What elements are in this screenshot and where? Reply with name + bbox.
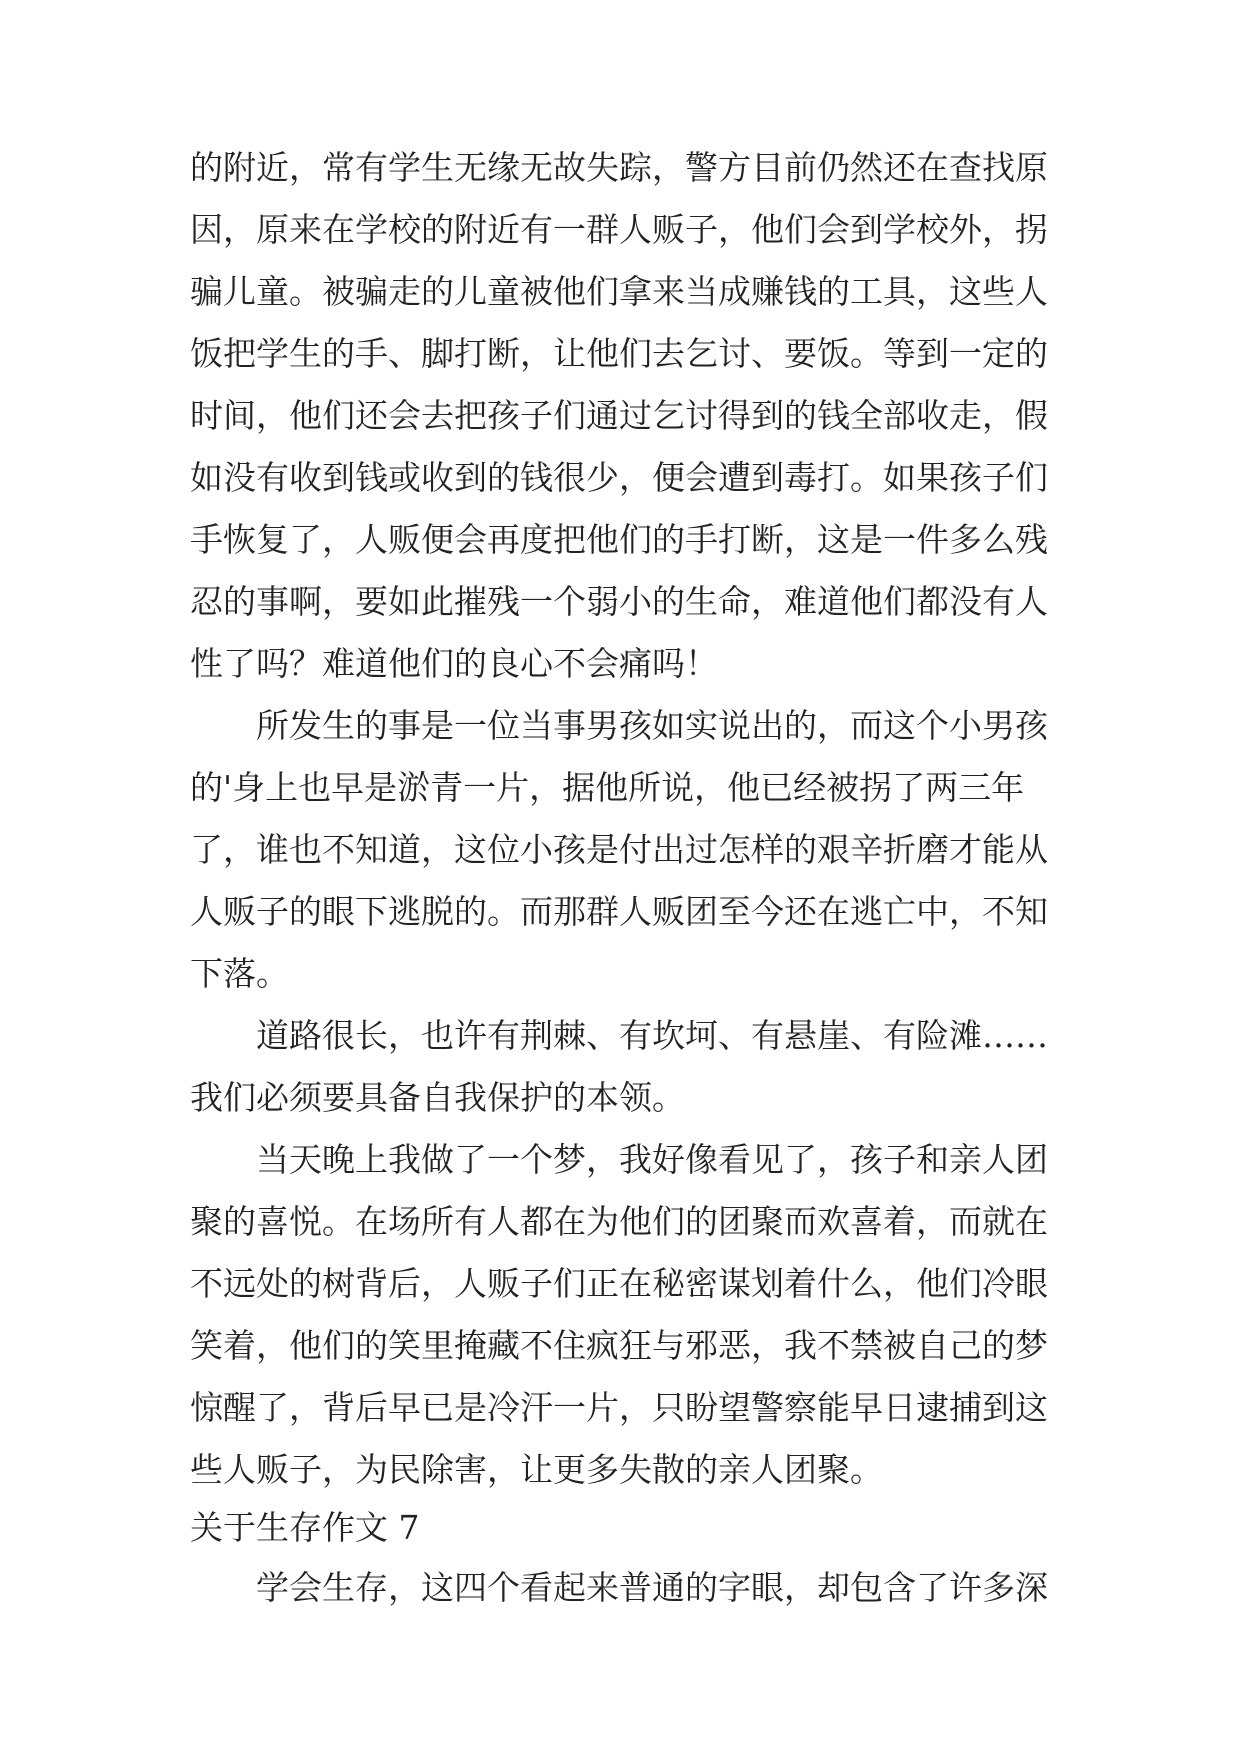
- text-line: 我们必须要具备自我保护的本领。: [190, 1078, 685, 1117]
- text-line: 下落。: [190, 954, 289, 993]
- text-line: 聚的喜悦。在场所有人都在为他们的团聚而欢喜着，而就在: [190, 1202, 1048, 1241]
- text-line: 不远处的树背后，人贩子们正在秘密谋划着什么，他们冷眼: [190, 1264, 1048, 1303]
- text-line: 笑着，他们的笑里掩藏不住疯狂与邪恶，我不禁被自己的梦: [190, 1326, 1048, 1365]
- text-line: 饭把学生的手、脚打断，让他们去乞讨、要饭。等到一定的: [190, 334, 1048, 373]
- text-line: 当天晚上我做了一个梦，我好像看见了，孩子和亲人团: [256, 1140, 1048, 1179]
- text-line: 了，谁也不知道，这位小孩是付出过怎样的艰辛折磨才能从: [190, 830, 1048, 869]
- text-line: 惊醒了，背后早已是冷汗一片，只盼望警察能早日逮捕到这: [190, 1388, 1048, 1427]
- text-line: 时间，他们还会去把孩子们通过乞讨得到的钱全部收走，假: [190, 396, 1048, 435]
- text-line: 手恢复了，人贩便会再度把他们的手打断，这是一件多么残: [190, 520, 1048, 559]
- text-line: 的附近，常有学生无缘无故失踪，警方目前仍然还在查找原: [190, 148, 1048, 187]
- text-line: 道路很长，也许有荆棘、有坎坷、有悬崖、有险滩……: [256, 1016, 1048, 1055]
- text-line: 骗儿童。被骗走的儿童被他们拿来当成赚钱的工具，这些人: [190, 272, 1048, 311]
- text-line: 些人贩子，为民除害，让更多失散的亲人团聚。: [190, 1450, 883, 1489]
- text-line: 人贩子的眼下逃脱的。而那群人贩团至今还在逃亡中，不知: [190, 892, 1048, 931]
- text-line: 学会生存，这四个看起来普通的字眼，却包含了许多深: [256, 1568, 1048, 1607]
- section-heading: 关于生存作文 7: [190, 1508, 420, 1547]
- text-line: 因，原来在学校的附近有一群人贩子，他们会到学校外，拐: [190, 210, 1048, 249]
- text-line: 所发生的事是一位当事男孩如实说出的，而这个小男孩: [256, 706, 1048, 745]
- text-line: 如没有收到钱或收到的钱很少，便会遭到毒打。如果孩子们: [190, 458, 1048, 497]
- text-line: 忍的事啊，要如此摧残一个弱小的生命，难道他们都没有人: [190, 582, 1048, 621]
- text-line: 的'身上也早是淤青一片，据他所说，他已经被拐了两三年: [190, 768, 1025, 807]
- text-line: 性了吗？难道他们的良心不会痛吗！: [190, 644, 718, 683]
